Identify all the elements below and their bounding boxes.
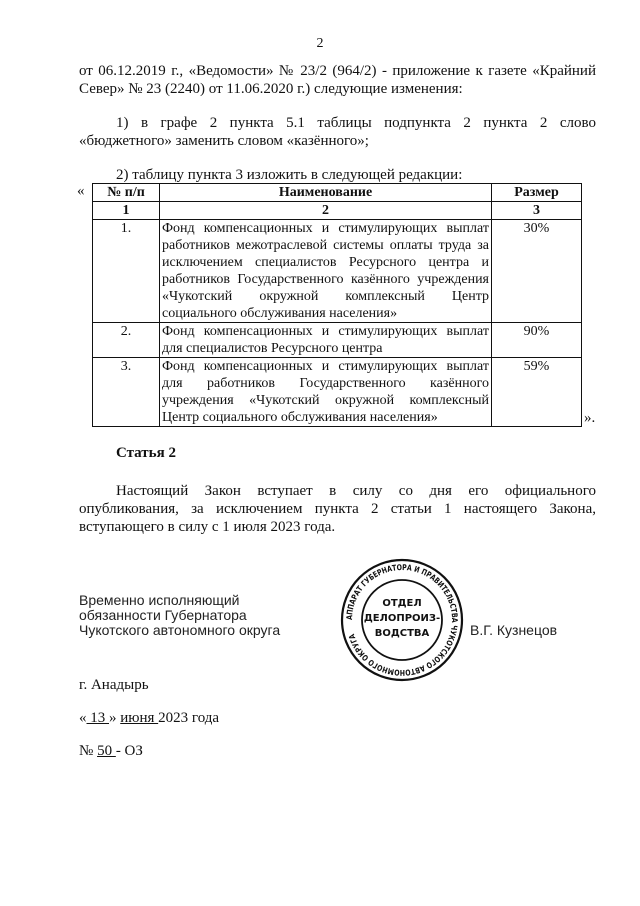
header-size: Размер — [492, 184, 582, 202]
table-row — [93, 220, 582, 323]
item-2-paragraph: 2) таблицу пункта 3 изложить в следующей редакции: — [116, 167, 463, 183]
stamp-center-line-3: ВОДСТВА — [374, 628, 430, 639]
table-quote-close: ». — [584, 410, 596, 426]
signature-line-1: Временно исполняющий — [79, 592, 240, 608]
table-row — [93, 323, 582, 358]
article-title: Статья 2 — [116, 445, 176, 461]
header-name: Наименование — [160, 184, 492, 202]
law-number — [79, 743, 143, 760]
date-month: июня — [120, 710, 159, 726]
signing-date — [79, 710, 219, 727]
table-row — [93, 358, 582, 427]
row-num: 1. — [93, 220, 160, 323]
signature-line-3: Чукотского автономного округа — [79, 622, 281, 638]
item-1-paragraph: 1) в графе 2 пункта 5.1 таблицы подпункта 2 пункта 2 слово «бюджетного» заменить словом «казённого»; — [79, 115, 596, 149]
row-name: Фонд компенсационных и стимулирующих выплат работников межотраслевой системы оплаты труда за исключением специалистов Ресурсного центра и работников Государственного казённого учреждения «Чукотский окружной комплексный Центр социального обслуживания населения» — [160, 220, 492, 323]
stamp-center-line-2: ДЕЛОПРОИЗ- — [363, 613, 441, 624]
index-size: 3 — [492, 202, 582, 220]
article-text: Настоящий Закон вступает в силу со дня его официального опубликования, за исключением пункта 2 статьи 1 настоящего Закона, вступающего в силу с 1 июля 2023 года. — [79, 483, 596, 535]
row-name: Фонд компенсационных и стимулирующих выплат для специалистов Ресурсного центра — [160, 323, 492, 358]
row-num: 3. — [93, 358, 160, 427]
law-number-prefix: № — [79, 743, 98, 759]
date-day: 13 — [86, 710, 109, 726]
signatory-name: В.Г. Кузнецов — [470, 622, 558, 638]
city: г. Анадырь — [79, 677, 149, 693]
header-num: № п/п — [93, 184, 160, 202]
stamp-ring-text: АППАРАТ ГУБЕРНАТОРА И ПРАВИТЕЛЬСТВА ЧУКОТСКОГО АВТОНОМНОГО ОКРУГА — [344, 562, 460, 678]
date-quote-open: « — [79, 710, 87, 726]
official-stamp — [340, 558, 464, 682]
signature-line-2: обязанности Губернатора — [79, 607, 247, 623]
rates-table — [92, 183, 582, 427]
date-year: 2023 года — [158, 710, 220, 726]
row-num: 2. — [93, 323, 160, 358]
row-size: 59% — [492, 358, 582, 427]
row-size: 30% — [492, 220, 582, 323]
date-quote-close: » — [109, 710, 121, 726]
index-name: 2 — [160, 202, 492, 220]
table-index-row — [93, 202, 582, 220]
law-number-suffix: - ОЗ — [115, 743, 143, 759]
page-number: 2 — [316, 36, 324, 51]
table-header-row — [93, 184, 582, 202]
intro-paragraph: от 06.12.2019 г., «Ведомости» № 23/2 (964/2) - приложение к газете «Крайний Север» № 23 (2240) от 11.06.2020 г.) следующие изменения: — [79, 63, 596, 97]
row-name: Фонд компенсационных и стимулирующих выплат для работников Государственного казённого учреждения «Чукотский окружной комплексный Центр социального обслуживания населения» — [160, 358, 492, 427]
stamp-center-line-1: ОТДЕЛ — [382, 598, 422, 609]
index-num: 1 — [93, 202, 160, 220]
row-size: 90% — [492, 323, 582, 358]
table-quote-open: « — [77, 183, 85, 199]
law-number-value: 50 — [97, 743, 116, 759]
